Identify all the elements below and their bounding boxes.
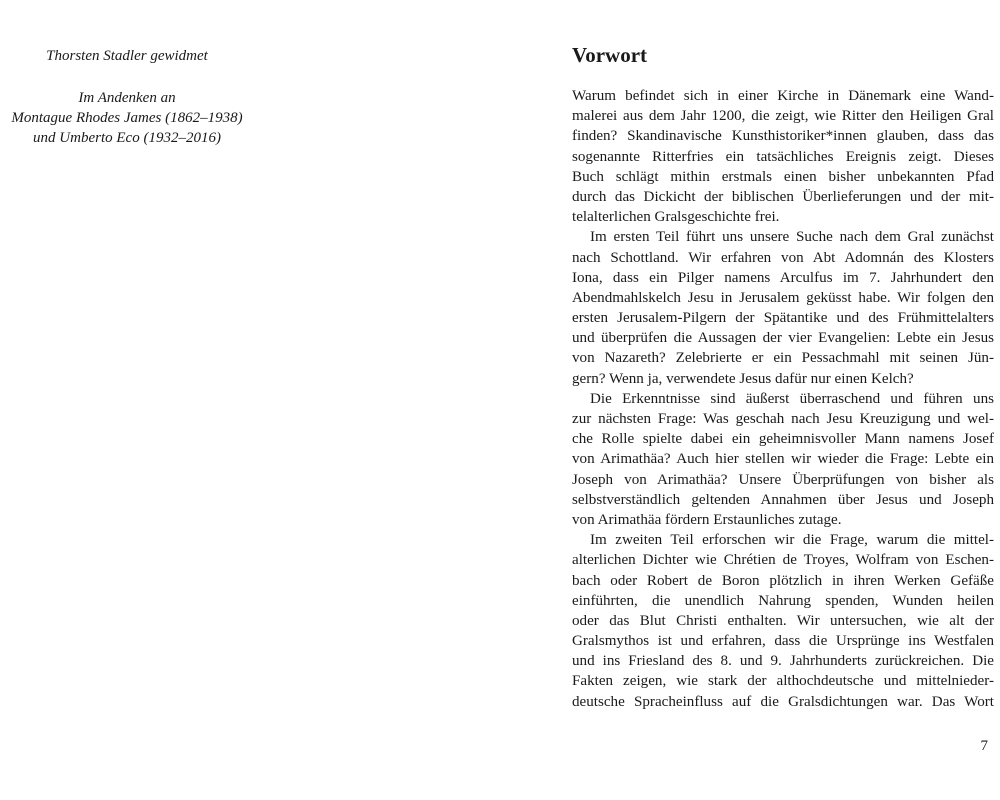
page-number: 7 — [980, 738, 988, 754]
text-line: Im ersten Teil führt uns unsere Suche nach dem Gral zunächst — [590, 229, 994, 246]
text-line: finden? Skandinavische Kunsthistoriker*innen glauben, dass das — [572, 128, 994, 145]
text-line: che Rolle spielte dabei ein geheimnisvoller Mann namens Josef — [572, 431, 994, 448]
text-line: Joseph von Arimathäa? Unsere Überprüfungen von bisher als — [572, 471, 994, 488]
text-line: Warum befindet sich in einer Kirche in Dänemark eine Wand- — [572, 88, 994, 104]
text-line: sogenannte Ritterfries ein tatsächliches Ereignis zeigt. Dieses — [572, 148, 994, 165]
text-line: telalterlichen Gralsgeschichte frei. — [572, 209, 780, 226]
text-line: ersten Jerusalem-Pilgern der Spätantike und des Frühmittelalters — [572, 310, 994, 327]
dedication-line: Montague Rhodes James (1862–1938) — [11, 110, 243, 126]
text-line: alterlichen Dichter wie Chrétien de Troyes, Wolfram von Eschen- — [572, 552, 994, 569]
text-line: einführten, die unendlich Nahrung spenden, Wunden heilen — [572, 592, 994, 609]
page-title: Vorwort — [572, 43, 648, 67]
text-line: und überprüfen die Aussagen der vier Evangelien: Lebte ein Jesus — [572, 330, 994, 347]
dedication — [0, 46, 254, 148]
text-line: Die Erkenntnisse sind äußerst überraschend und führen uns — [590, 390, 994, 407]
text-line: Buch schlägt mithin erstmals einen bisher unbekannten Pfad — [572, 168, 994, 185]
text-line: gern? Wenn ja, verwendete Jesus dafür nur einen Kelch? — [572, 370, 914, 387]
dedication-line: und Umberto Eco (1932–2016) — [33, 130, 221, 146]
text-line: deutsche Spracheinfluss auf die Gralsdichtungen war. Das Wort — [572, 693, 994, 710]
text-line: Iona, dass ein Pilger namens Arculfus im 7. Jahrhundert den — [572, 269, 994, 286]
text-line: selbstverständlich geltenden Annahmen über Jesus und Joseph — [572, 491, 994, 508]
dedication-line: Thorsten Stadler gewidmet — [46, 48, 208, 64]
dedication-line: Im Andenken an — [78, 90, 176, 106]
text-line: zur nächsten Frage: Was geschah nach Jesu Kreuzigung und wel- — [572, 411, 994, 427]
text-line: nach Schottland. Wir erfahren von Abt Adomnán des Klosters — [572, 249, 994, 266]
text-line: Im zweiten Teil erforschen wir die Frage, warum die mittel- — [590, 532, 994, 549]
text-line: von Arimathäa fördern Erstaunliches zutage. — [572, 511, 842, 528]
text-line: von Nazareth? Zelebrierte er ein Pessachmahl mit seinen Jün- — [572, 350, 994, 367]
right-page — [572, 0, 994, 800]
text-line: Gralsmythos ist und erfahren, dass die Ursprünge ins Westfalen — [572, 633, 994, 650]
text-line: Abendmahlskelch Jesu in Jerusalem geküsst habe. Wir folgen den — [572, 289, 994, 306]
text-line: bach oder Robert de Boron plötzlich in ihren Werken Gefäße — [572, 572, 994, 589]
text-line: oder das Blut Christi enthalten. Wir untersuchen, wie alt der — [572, 612, 994, 629]
text-line: und ins Friesland des 8. und 9. Jahrhunderts zurückreichen. Die — [572, 653, 994, 670]
text-line: durch das Dickicht der biblischen Überlieferungen und der mit- — [572, 188, 994, 205]
text-line: Fakten zeigen, wie stark der althochdeutsche und mittelnieder- — [572, 673, 994, 690]
text-line: von Arimathäa? Auch hier stellen wir wieder die Frage: Lebte ein — [572, 451, 994, 468]
text-line: malerei aus dem Jahr 1200, die zeigt, wie Ritter den Heiligen Gral — [572, 108, 994, 125]
preface-text — [572, 86, 994, 712]
